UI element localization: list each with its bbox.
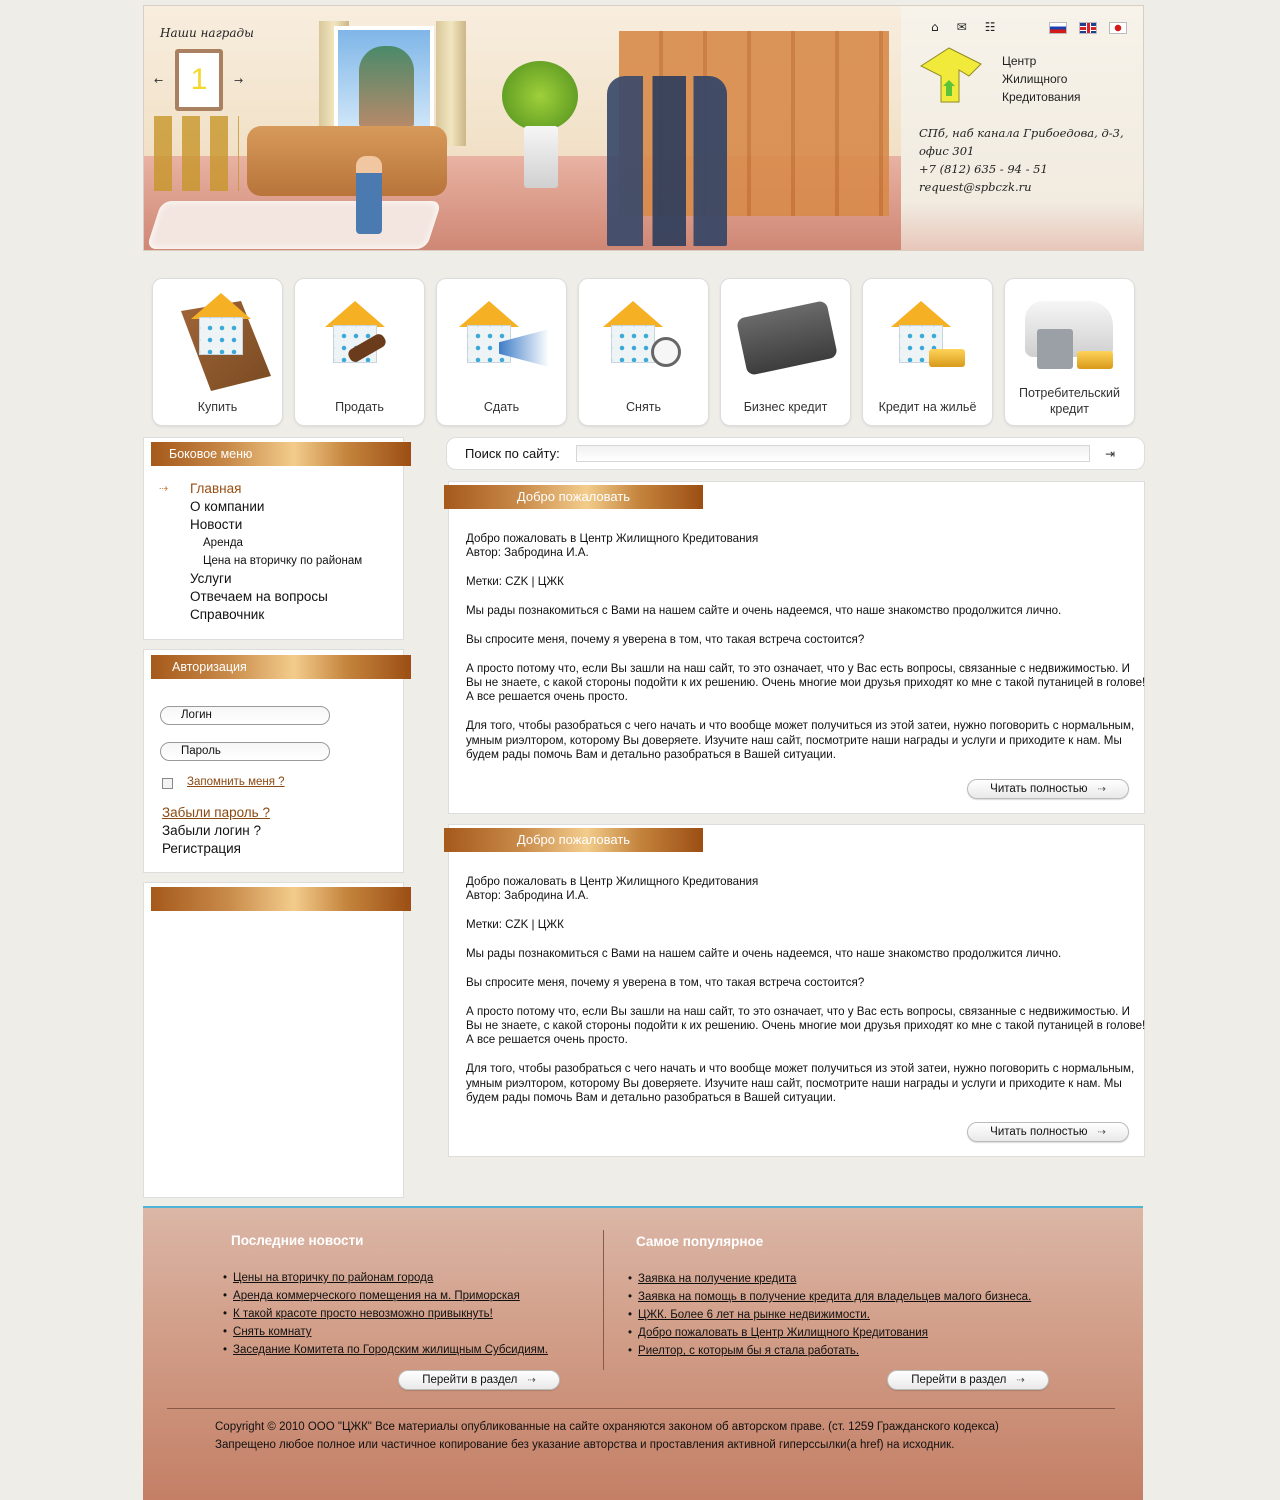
arrow-right-icon: ⇢ — [159, 483, 169, 495]
service-tiles — [152, 278, 1135, 426]
house-icon — [191, 293, 251, 355]
article-title: Добро пожаловать — [444, 485, 703, 509]
sitemap-icon[interactable]: ☷ — [984, 20, 996, 34]
empty-panel-header — [151, 887, 411, 911]
safe-icon — [1037, 329, 1073, 369]
side-menu-title: Боковое меню — [151, 442, 411, 466]
latest-news-title: Последние новости — [231, 1233, 364, 1248]
news-item[interactable]: • К такой красоте просто невозможно привыкнуть! — [223, 1305, 548, 1323]
site-footer — [143, 1206, 1143, 1500]
phone: +7 (812) 635 - 94 - 51 — [919, 162, 1048, 176]
child-image — [356, 156, 382, 234]
popular-title: Самое популярное — [636, 1234, 764, 1249]
award-next-arrow-icon[interactable]: → — [234, 74, 244, 87]
arrow-right-icon: ⇢ — [1097, 1127, 1106, 1138]
auth-title: Авторизация — [151, 655, 411, 679]
article-title: Добро пожаловать — [444, 828, 703, 852]
article-tags: Метки: CZK | ЦЖК — [466, 918, 564, 932]
popular-item[interactable]: • Заявка на получение кредита — [628, 1270, 1031, 1288]
article — [448, 481, 1145, 814]
popular-item[interactable]: • ЦЖК. Более 6 лет на рынке недвижимости. — [628, 1306, 1031, 1324]
sofa-image — [247, 126, 447, 196]
login-input[interactable]: Логин — [160, 706, 330, 725]
news-item[interactable]: • Заседание Комитета по Городским жилищным Субсидиям. — [223, 1341, 548, 1359]
tile-rent[interactable] — [578, 278, 709, 426]
news-item[interactable]: • Цены на вторичку по районам города — [223, 1269, 548, 1287]
side-menu-item-rent[interactable]: Аренда — [203, 537, 243, 549]
side-menu-item-faq[interactable]: Отвечаем на вопросы — [190, 589, 328, 604]
empty-panel — [143, 882, 404, 1198]
contact-info — [919, 124, 1124, 196]
header-info-panel — [901, 6, 1144, 251]
footer-rule — [167, 1408, 1115, 1409]
latest-news-list — [223, 1269, 548, 1359]
tile-label: Купить — [197, 400, 238, 414]
search-input[interactable] — [576, 445, 1090, 462]
site-header — [143, 5, 1144, 251]
tile-label: Сдать — [483, 400, 520, 414]
side-menu-item-reference[interactable]: Справочник — [190, 607, 265, 622]
tile-label: Бизнес кредит — [743, 400, 828, 414]
side-menu-item-prices[interactable]: Цена на вторичку по районам — [203, 555, 363, 567]
popular-item[interactable]: • Добро пожаловать в Центр Жилищного Кредитования — [628, 1324, 1031, 1342]
article-body: Добро пожаловать в Центр Жилищного Кредитования Автор: Забродина И.А. Метки: CZK | ЦЖК Мы рады познакомиться с Вами на нашем сайте и очень надеемся, что наше знакомство продолжится лично. Вы спросите меня, почему я уверена в том, что такая встреча состоится? А просто потому что, если Вы зашли на наш сайт, то это означает, что у Вас есть вопросы, связанные с недвижимостью. И Вы не знаете, с какой стороны подойти к их решению. Очень многие мои друзья приходят ко мне с такой путаницей в голове! А все решается очень просто. Для того, чтобы разобраться с чего начать и что вообще может получиться из этой затеи, нужно поговорить с нормальным, умным риэлтором, которому Вы доверяете. Изучите наш сайт, посмотрите наши награды и услуги и приходите к нам. Мы будем рады помочь Вам и детально разобраться в Вашей ситуации. — [466, 532, 1146, 762]
article-tags: Метки: CZK | ЦЖК — [466, 575, 564, 589]
tile-label: Кредит на жильё — [878, 400, 977, 414]
side-menu-panel — [143, 437, 404, 640]
news-item[interactable]: • Аренда коммерческого помещения на м. Приморская — [223, 1287, 548, 1305]
remember-me-label[interactable]: Запомнить меня ? — [187, 776, 285, 788]
tile-sell[interactable] — [294, 278, 425, 426]
popular-section-button[interactable]: Перейти в раздел ⇢ — [887, 1370, 1049, 1390]
people-image — [607, 76, 727, 246]
tile-business-credit[interactable] — [720, 278, 851, 426]
auth-links — [162, 804, 270, 858]
award-prev-arrow-icon[interactable]: ← — [154, 74, 164, 87]
side-menu-item-home[interactable]: ⇢ Главная — [159, 481, 242, 496]
password-input[interactable]: Пароль — [160, 742, 330, 761]
stopwatch-icon — [651, 337, 681, 367]
gold-bars-icon — [1077, 351, 1113, 369]
gold-bars-icon — [929, 349, 965, 367]
remember-checkbox[interactable] — [162, 778, 173, 789]
tile-rent-out[interactable] — [436, 278, 567, 426]
flag-en-icon[interactable] — [1079, 22, 1097, 34]
cathedral-image — [359, 46, 414, 126]
flag-jp-icon[interactable] — [1109, 22, 1127, 34]
home-icon[interactable]: ⌂ — [931, 20, 939, 34]
email[interactable]: request@spbczk.ru — [919, 180, 1032, 194]
side-menu — [159, 480, 363, 624]
side-menu-item-services[interactable]: Услуги — [190, 571, 232, 586]
news-section-button[interactable]: Перейти в раздел ⇢ — [398, 1370, 560, 1390]
arrow-right-icon: ⇢ — [1097, 784, 1106, 795]
search-label: Поиск по сайту: — [465, 446, 560, 461]
forgot-login-link[interactable]: Забыли логин ? — [162, 823, 261, 838]
forgot-password-link[interactable]: Забыли пароль ? — [162, 805, 270, 820]
briefcase-icon — [736, 300, 838, 376]
tree-image — [502, 61, 578, 131]
read-more-button[interactable]: Читать полностью ⇢ — [967, 779, 1129, 799]
arrow-right-icon: ⇢ — [1016, 1375, 1025, 1386]
news-item[interactable]: • Снять комнату — [223, 1323, 548, 1341]
search-submit-icon[interactable]: ⇥ — [1105, 447, 1116, 461]
flag-ru-icon[interactable] — [1049, 22, 1067, 34]
rug-image — [146, 201, 442, 249]
address-line: офис 301 — [919, 144, 975, 158]
read-more-button[interactable]: Читать полностью ⇢ — [967, 1122, 1129, 1142]
article — [448, 824, 1145, 1157]
address-line: СПб, наб канала Грибоедова, д-3, — [919, 126, 1124, 140]
tile-home-credit[interactable] — [862, 278, 993, 426]
mail-icon[interactable]: ✉ — [956, 20, 967, 34]
footer-divider — [603, 1230, 604, 1370]
arrow-right-icon: ⇢ — [527, 1375, 536, 1386]
article-body: Добро пожаловать в Центр Жилищного Кредитования Автор: Забродина И.А. Метки: CZK | ЦЖК Мы рады познакомиться с Вами на нашем сайте и очень надеемся, что наше знакомство продолжится лично. Вы спросите меня, почему я уверена в том, что такая встреча состоится? А просто потому что, если Вы зашли на наш сайт, то это означает, что у Вас есть вопросы, связанные с недвижимостью. И Вы не знаете, с какой стороны подойти к их решению. Очень многие мои друзья приходят ко мне с такой путаницей в голове! А все решается очень просто. Для того, чтобы разобраться с чего начать и что вообще может получиться из этой затеи, нужно поговорить с нормальным, умным риэлтором, которому Вы доверяете. Изучите наш сайт, посмотрите наши награды и услуги и приходите к нам. Мы будем рады помочь Вам и детально разобраться в Вашей ситуации. — [466, 875, 1146, 1105]
side-menu-item-about[interactable]: О компании — [190, 499, 265, 514]
tile-label: Продать — [335, 400, 384, 414]
pot-image — [524, 126, 558, 188]
tile-label: Снять — [626, 400, 661, 414]
tile-label: Потребительский кредит — [1019, 386, 1120, 416]
awards-title: Наши награды — [160, 26, 254, 40]
award-statuettes-image — [154, 116, 239, 191]
tile-buy[interactable] — [152, 278, 283, 426]
search-bar — [446, 437, 1145, 470]
auth-panel — [143, 649, 404, 873]
award-counter[interactable]: 1 — [175, 49, 223, 111]
popular-item[interactable]: • Заявка на помощь в получение кредита для владельцев малого бизнеса. — [628, 1288, 1031, 1306]
register-link[interactable]: Регистрация — [162, 841, 241, 856]
logo-text: Центр Жилищного Кредитования — [1002, 54, 1081, 104]
side-menu-item-news[interactable]: Новости — [190, 517, 243, 532]
tile-consumer-credit[interactable] — [1004, 278, 1135, 426]
popular-item[interactable]: • Риелтор, с которым бы я стала работать. — [628, 1342, 1031, 1360]
popular-list — [628, 1270, 1031, 1360]
copyright: Copyright © 2010 ООО "ЦЖК" Все материалы опубликованные на сайте охраняются законом об авторском праве. (ст. 1259 Гражданского кодекса) Запрещено любое полное или частичное копирование без указание авторства и проставления активной гиперссылки(a href) на исходник. — [215, 1421, 999, 1451]
logo-icon[interactable] — [919, 46, 984, 104]
